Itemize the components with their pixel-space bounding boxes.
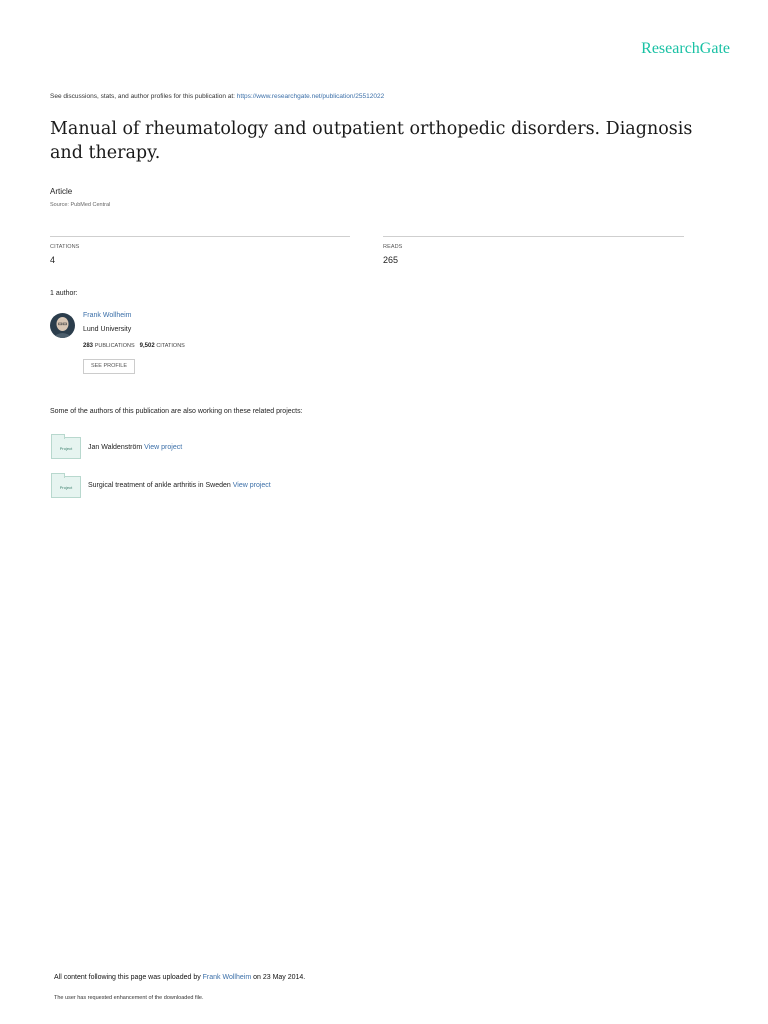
reads-label: READS: [383, 244, 403, 250]
related-project-item: [88, 482, 271, 489]
author-stats: [83, 343, 185, 349]
author-citations-count: 9,502: [139, 343, 155, 349]
project-icon-label: Project: [59, 485, 73, 490]
author-name-link[interactable]: Frank Wollheim: [83, 312, 132, 319]
researchgate-logo[interactable]: ResearchGate: [641, 40, 730, 57]
project-name: Surgical treatment of ankle arthritis in Sweden: [88, 482, 231, 489]
view-project-link[interactable]: View project: [232, 482, 271, 489]
author-citations-label: CITATIONS: [156, 343, 185, 349]
citations-value: 4: [50, 255, 56, 265]
upload-notice: [54, 974, 305, 981]
author-publications-count: 283: [83, 343, 94, 349]
project-name: Jan Waldenström: [88, 444, 143, 451]
upload-suffix: on 23 May 2014.: [251, 974, 306, 981]
discussion-text: See discussions, stats, and author profiles for this publication at:: [50, 93, 237, 100]
author-affiliation: Lund University: [83, 326, 132, 333]
publication-type: Article: [50, 187, 73, 196]
related-project-item: [88, 444, 182, 451]
publication-title: Manual of rheumatology and outpatient orthopedic disorders. Diagnosis and therapy.: [50, 119, 693, 163]
discussion-line: [50, 93, 384, 100]
citations-label: CITATIONS: [50, 244, 80, 250]
author-avatar[interactable]: [50, 313, 75, 338]
project-folder-icon: [51, 437, 81, 459]
see-profile-button[interactable]: SEE PROFILE: [83, 359, 135, 374]
enhancement-note: The user has requested enhancement of the downloaded file.: [54, 995, 204, 1001]
reads-divider: [383, 236, 684, 237]
upload-prefix: All content following this page was uploaded by: [54, 974, 203, 981]
authors-heading: 1 author:: [50, 290, 78, 297]
author-photo-icon: [50, 313, 75, 338]
project-folder-icon: [51, 476, 81, 498]
uploader-link[interactable]: Frank Wollheim: [202, 974, 252, 981]
view-project-link[interactable]: View project: [144, 444, 183, 451]
publication-url-link[interactable]: https://www.researchgate.net/publication/25512022: [236, 93, 385, 100]
author-publications-label: PUBLICATIONS: [94, 343, 135, 349]
citations-divider: [50, 236, 350, 237]
reads-value: 265: [383, 255, 399, 265]
project-icon-label: Project: [59, 446, 73, 451]
publication-source: Source: PubMed Central: [50, 202, 111, 208]
related-projects-heading: Some of the authors of this publication are also working on these related projects:: [50, 408, 303, 415]
